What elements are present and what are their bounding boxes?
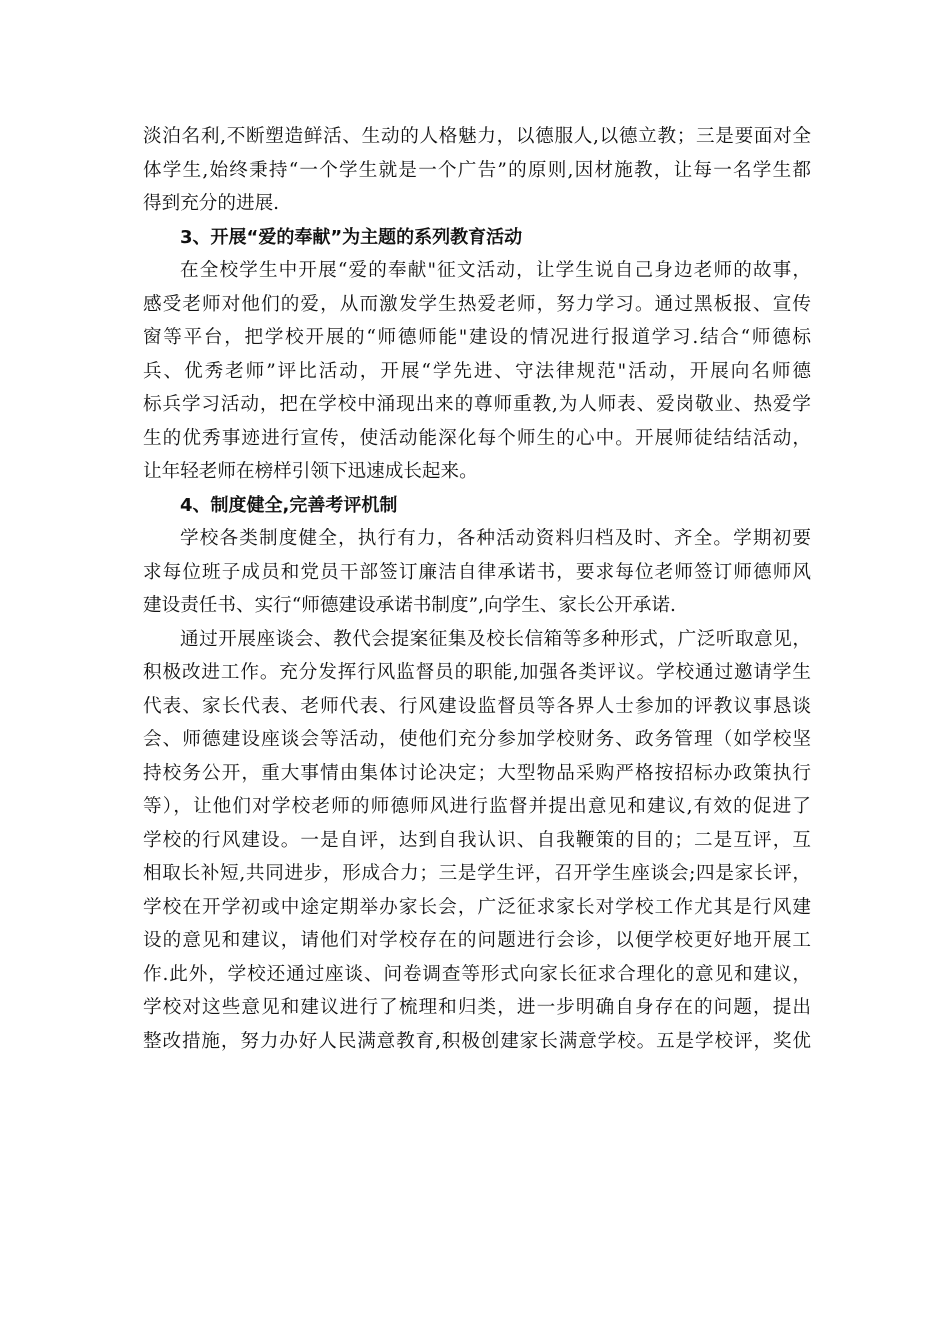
paragraph-line: 学校的行风建设。一是自评，达到自我认识、自我鞭策的目的；二是互评，互: [143, 829, 811, 851]
paragraph-line: 学校在开学初或中途定期举办家长会，广泛征求家长对学校工作尤其是行风建: [143, 896, 811, 918]
paragraph-line: 代表、家长代表、老师代表、行风建设监督员等各界人士参加的评教议事恳谈: [143, 695, 811, 717]
paragraph-last-line: 让年轻老师在榜样引领下迅速成长起来。: [143, 461, 478, 482]
paragraph-line: 等），让他们对学校老师的师德师风进行监督并提出意见和建议,有效的促进了: [143, 796, 811, 817]
section-heading: 4、制度健全,完善考评机制: [180, 494, 398, 516]
paragraph-last-line: 得到充分的进展.: [143, 193, 280, 214]
section-heading: 3、开展“爱的奉献”为主题的系列教育活动: [180, 226, 523, 248]
paragraph-line: 窗等平台，把学校开展的“师德师能"建设的情况进行报道学习.结合“师德标: [143, 327, 811, 348]
paragraph-line: 作.此外，学校还通过座谈、问卷调查等形式向家长征求合理化的意见和建议，: [143, 963, 811, 985]
paragraph-last-line: 建设责任书、实行“师德建设承诺书制度”,向学生、家长公开承诺.: [143, 595, 676, 616]
paragraph-first-line: 通过开展座谈会、教代会提案征集及校长信箱等多种形式，广泛听取意见，: [180, 628, 811, 650]
paragraph-line: 设的意见和建议，请他们对学校存在的问题进行会诊，以便学校更好地开展工: [143, 930, 811, 951]
document-page: [143, 120, 811, 1058]
paragraph-line: 标兵学习活动，把在学校中涌现出来的尊师重教,为人师表、爱岗敬业、热爱学: [143, 394, 811, 415]
paragraph-line: 会、师德建设座谈会等活动，使他们充分参加学校财务、政务管理（如学校坚: [143, 729, 811, 750]
paragraph-line: 兵、优秀老师”评比活动，开展“学先进、守法律规范"活动，开展向名师德: [143, 360, 811, 382]
paragraph-line: 感受老师对他们的爱，从而激发学生热爱老师，努力学习。通过黑板报、宣传: [143, 293, 811, 315]
paragraph-line: 整改措施，努力办好人民满意教育,积极创建家长满意学校。五是学校评，奖优: [143, 1030, 811, 1052]
paragraph-line: 学校对这些意见和建议进行了梳理和归类，进一步明确自身存在的问题，提出: [143, 997, 811, 1018]
paragraph-line: 求每位班子成员和党员干部签订廉洁自律承诺书，要求每位老师签订师德师风: [143, 561, 811, 583]
paragraph-line: 相取长补短,共同进步，形成合力；三是学生评，召开学生座谈会;四是家长评，: [143, 863, 811, 884]
paragraph-first-line: 学校各类制度健全，执行有力，各种活动资料归档及时、齐全。学期初要: [180, 528, 811, 549]
document-body: [143, 120, 811, 1058]
paragraph-line: 淡泊名利,不断塑造鲜活、生动的人格魅力，以德服人,以德立教；三是要面对全: [143, 126, 811, 147]
paragraph-line: 体学生,始终秉持“一个学生就是一个广告”的原则,因材施教，让每一名学生都: [143, 159, 811, 181]
paragraph-first-line: 在全校学生中开展“爱的奉献"征文活动，让学生说自己身边老师的故事，: [180, 260, 811, 281]
paragraph-line: 生的优秀事迹进行宣传，使活动能深化每个师生的心中。开展师徒结结活动，: [143, 427, 811, 449]
paragraph-line: 持校务公开，重大事情由集体讨论决定；大型物品采购严格按招标办政策执行: [143, 762, 811, 784]
paragraph-line: 积极改进工作。充分发挥行风监督员的职能,加强各类评议。学校通过邀请学生: [143, 662, 811, 683]
